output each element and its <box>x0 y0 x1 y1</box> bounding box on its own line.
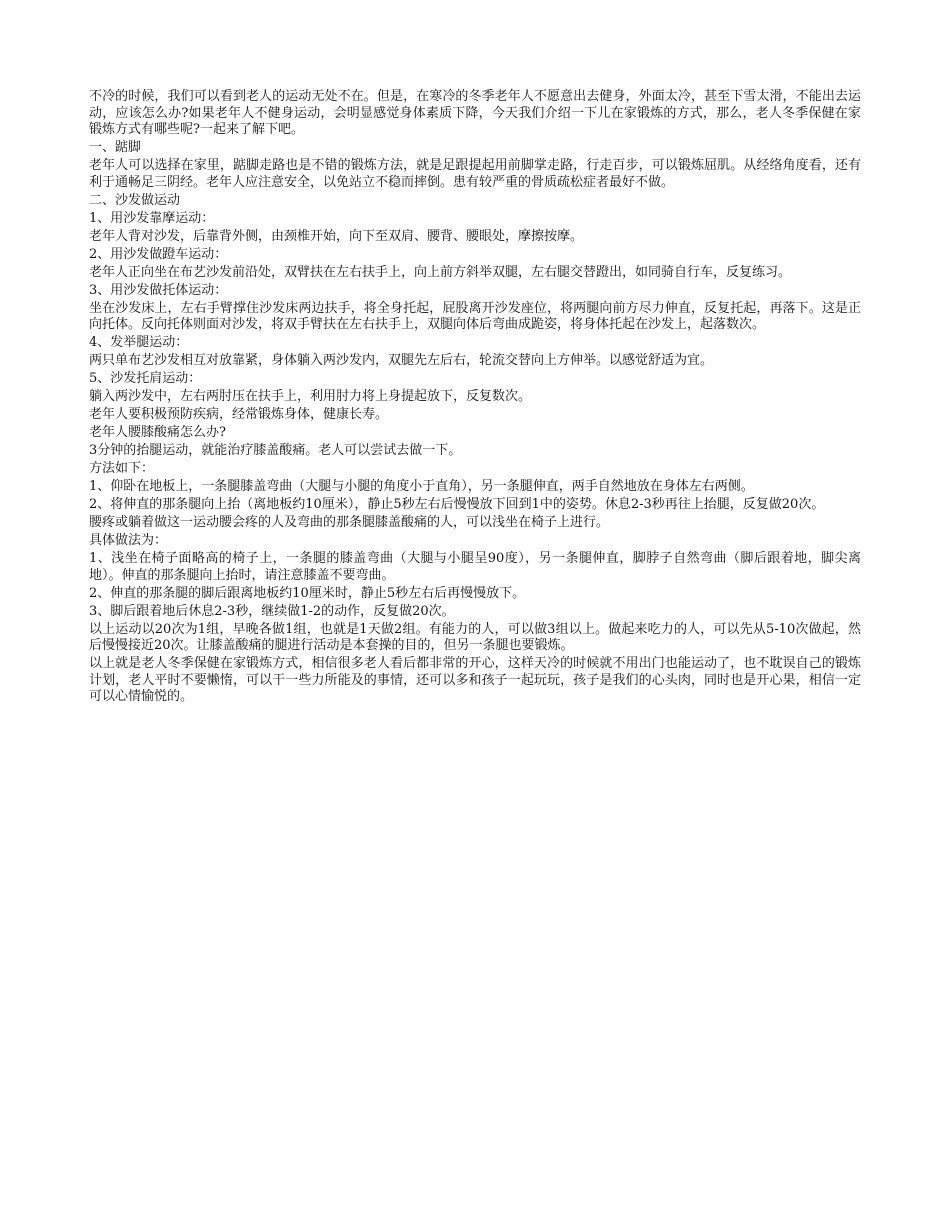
paragraph: 2、伸直的那条腿的脚后跟离地板约10厘米时，静止5秒左右后再慢慢放下。 <box>89 585 526 601</box>
paragraph: 两只单布艺沙发相互对放靠紧，身体躺入两沙发内，双腿先左后右，轮流交替向上方伸举。以感觉舒适为宜。 <box>89 353 714 368</box>
subheading: 5、沙发托肩运动： <box>89 371 202 386</box>
closing-paragraph: 以上就是老人冬季保健在家锻炼方式，相信很多老人看后都非常的开心，这样天冷的时候就不用出门也能运动了，也不耽误自己的锻炼计划，老人平时不要懒惰，可以干一些力所能及的事情，还可以多和孩子一起玩玩，孩子是我们的心头肉，同时也是开心果，相信一定可以心情愉悦的。 <box>89 656 861 704</box>
paragraph: 老年人可以选择在家里，踮脚走路也是不错的锻炼方法，就是足跟提起用前脚掌走路，行走百步，可以锻炼屈肌。从经络角度看，还有利于通畅足三阴经。老年人应注意安全，以免站立不稳而摔倒。患有较严重的骨质疏松症者最好不做。 <box>89 158 861 190</box>
subheading: 2、用沙发做蹬车运动： <box>89 246 228 262</box>
paragraph: 躺入两沙发中，左右两肘压在扶手上，利用肘力将上身提起放下，反复数次。 <box>89 389 532 404</box>
subheading: 1、用沙发靠摩运动： <box>89 210 215 226</box>
paragraph: 坐在沙发床上，左右手臂撑住沙发床两边扶手，将全身托起，屁股离开沙发座位，将两腿向前方尽力伸直，反复托起，再落下。这是正向托体。反向托体则面对沙发，将双手臂扶在左右扶手上，双腿向体后弯曲成跪姿，将身体托起在沙发上，起落数次。 <box>89 300 861 332</box>
subheading: 具体做法为： <box>89 533 168 548</box>
paragraph: 以上运动以20次为1组，早晚各做1组，也就是1天做2组。有能力的人，可以做3组以上。做起来吃力的人，可以先从5-10次做起，然后慢慢接近20次。让膝盖酸痛的腿进行活动是本套操的目的，但另一条腿也要锻炼。 <box>89 621 861 653</box>
subheading: 4、发举腿运动： <box>89 335 189 350</box>
document-body <box>89 89 861 707</box>
subheading: 方法如下： <box>89 461 155 476</box>
paragraph: 老年人背对沙发，后靠背外侧，由颈椎开始，向下至双肩、腰背、腰眼处，摩擦按摩。 <box>89 228 584 244</box>
paragraph: 3分钟的抬腿运动，就能治疗膝盖酸痛。老人可以尝试去做一下。 <box>89 443 462 458</box>
paragraph: 2、将伸直的那条腿向上抬（离地板约10厘米），静止5秒左右后慢慢放下回到1中的姿势。休息2-3秒再往上抬腿，反复做20次。 <box>89 497 825 512</box>
paragraph: 3、脚后跟着地后休息2-3秒，继续做1-2的动作，反复做20次。 <box>89 603 455 619</box>
subheading: 老年人腰膝酸痛怎么办? <box>89 425 226 440</box>
paragraph: 老年人要积极预防疾病，经常锻炼身体，健康长寿。 <box>89 407 389 422</box>
intro-paragraph: 不冷的时候，我们可以看到老人的运动无处不在。但是，在寒冷的冬季老年人不愿意出去健身，外面太冷，甚至下雪太滑，不能出去运动，应该怎么办?如果老年人不健身运动，会明显感觉身体素质下降，今天我们介绍一下儿在家锻炼的方式，那么，老人冬季保健在家锻炼方式有哪些呢?一起来了解下吧。 <box>89 89 861 137</box>
paragraph: 1、仰卧在地板上，一条腿膝盖弯曲（大腿与小腿的角度小于直角），另一条腿伸直，两手自然地放在身体左右两侧。 <box>89 479 754 494</box>
paragraph: 腰疼或躺着做这一运动腰会疼的人及弯曲的那条腿膝盖酸痛的人，可以浅坐在椅子上进行。 <box>89 515 610 530</box>
paragraph: 1、浅坐在椅子面略高的椅子上，一条腿的膝盖弯曲（大腿与小腿呈90度），另一条腿伸直，脚脖子自然弯曲（脚后跟着地，脚尖离地）。伸直的那条腿向上抬时，请注意膝盖不要弯曲。 <box>89 551 861 583</box>
paragraph: 老年人正向坐在布艺沙发前沿处，双臂扶在左右扶手上，向上前方斜举双腿，左右腿交替蹬出，如同骑自行车，反复练习。 <box>89 264 792 280</box>
section-heading-sofa: 二、沙发做运动 <box>89 192 181 208</box>
subheading: 3、用沙发做托体运动： <box>89 282 228 298</box>
section-heading-tiptoe: 一、踮脚 <box>89 140 142 155</box>
